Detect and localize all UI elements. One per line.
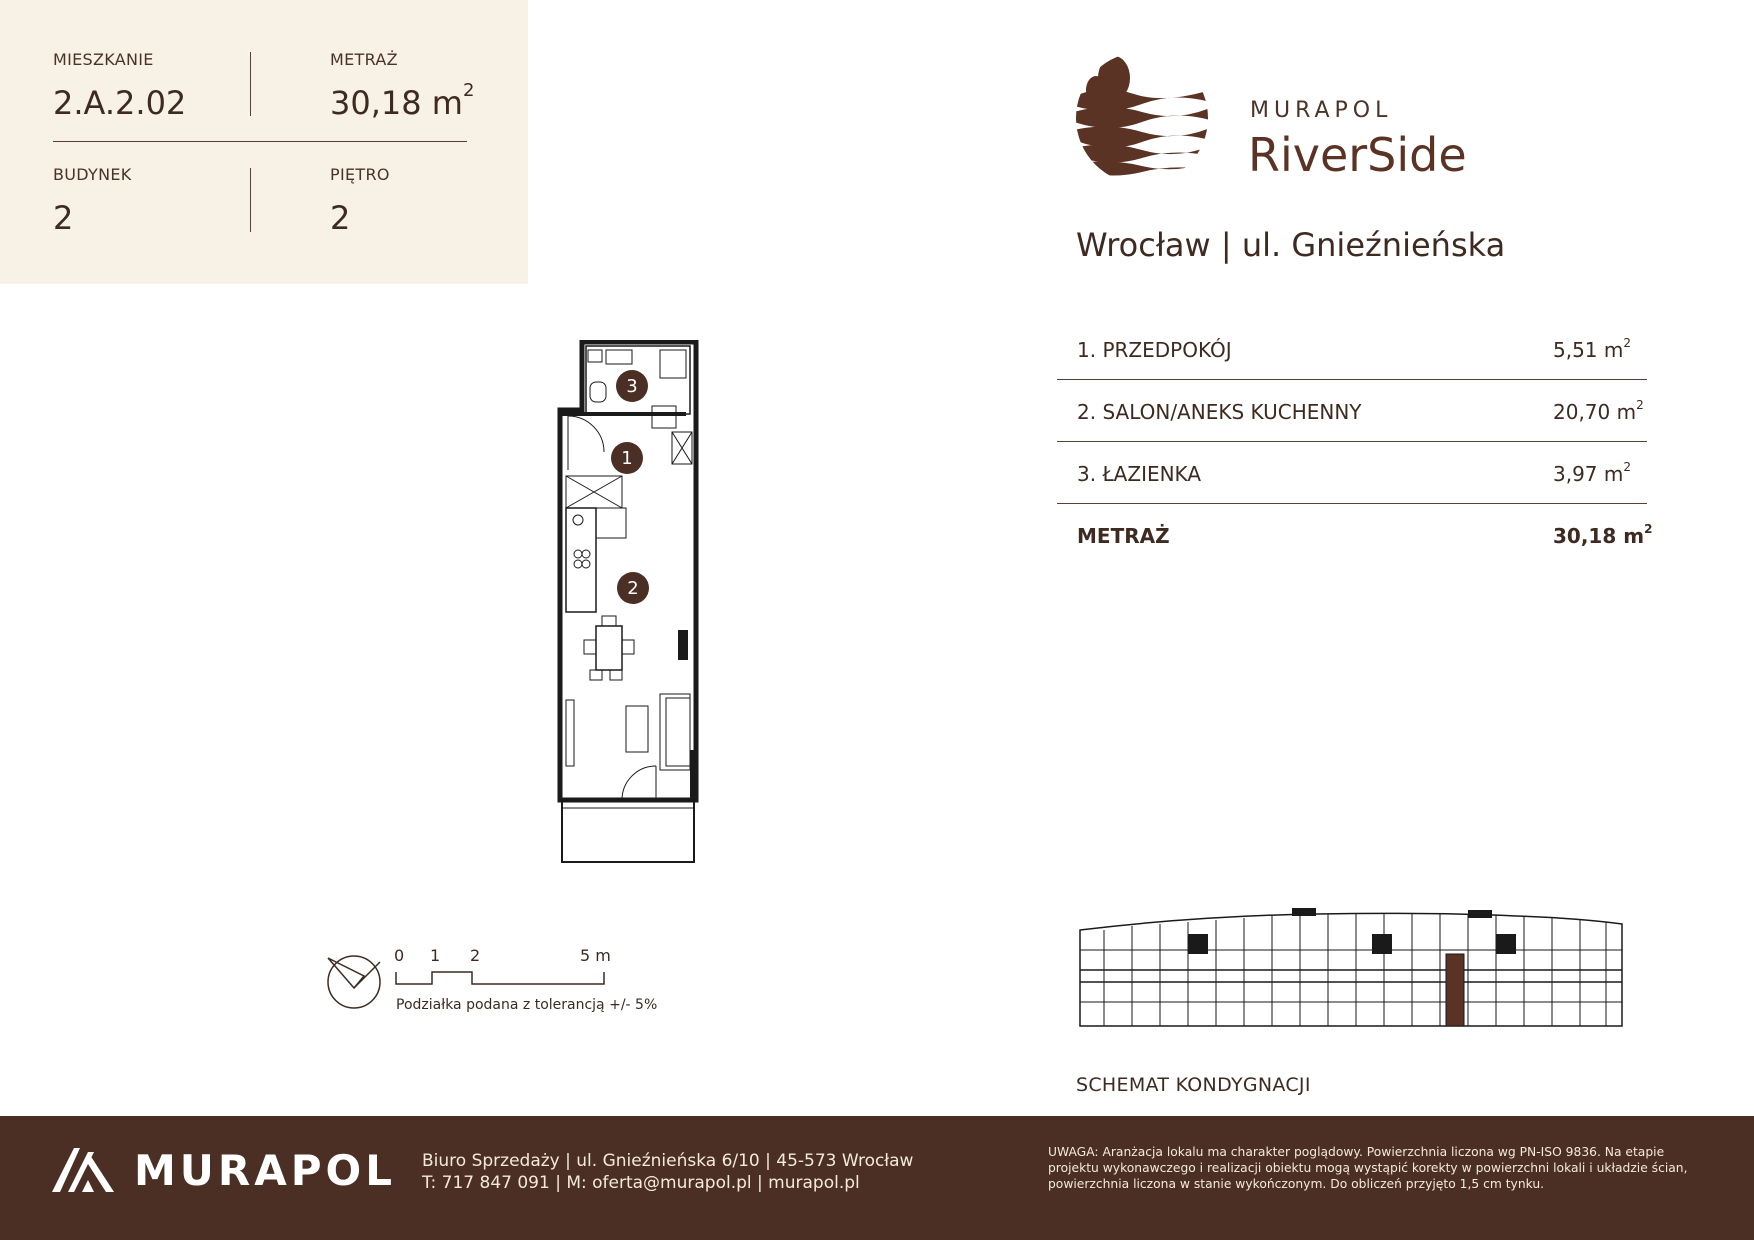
scale-tick-2: 2 (470, 946, 481, 965)
floor-schematic (1076, 890, 1626, 1030)
room-area: 3,97 $m^2$ (1553, 460, 1632, 486)
floor-label: PIĘTRO (330, 165, 390, 184)
footer-contact-line: T: 717 847 091 | M: oferta@murapol.pl | murapol.pl (422, 1173, 860, 1193)
room-row (1057, 318, 1647, 380)
room-row (1057, 380, 1647, 442)
area-value: 30,18 $m^2$ (330, 80, 475, 122)
info-divider-vertical (250, 52, 251, 116)
apartment-value: 2.A.2.02 (53, 84, 187, 122)
apartment-label: MIESZKANIE (53, 50, 154, 69)
plan-marker-3: 3 (626, 376, 638, 397)
room-area: 20,70 $m^2$ (1553, 398, 1644, 424)
total-area: 30,18 $m^2$ (1553, 522, 1653, 548)
room-name: 1. PRZEDPOKÓJ (1077, 338, 1232, 362)
room-name: 3. ŁAZIENKA (1077, 462, 1202, 486)
plan-marker-1: 1 (621, 448, 633, 469)
info-divider-horizontal (53, 141, 467, 142)
floor-value: 2 (330, 199, 351, 237)
scale-note: Podziałka podana z tolerancją +/- 5% (396, 997, 658, 1013)
scale-bar (318, 940, 658, 1020)
room-name: 2. SALON/ANEKS KUCHENNY (1077, 400, 1362, 424)
location-text: Wrocław | ul. Gnieźnieńska (1076, 226, 1506, 264)
scale-tick-0: 0 (394, 946, 405, 965)
room-area: 5,51 $m^2$ (1553, 336, 1632, 362)
brand-name-top: MURAPOL (1250, 98, 1393, 123)
info-divider-vertical-2 (250, 168, 251, 232)
rooms-total-row (1057, 504, 1653, 566)
building-label: BUDYNEK (53, 165, 132, 184)
schematic-label: SCHEMAT KONDYGNACJI (1076, 1074, 1311, 1096)
north-arrow-icon (324, 948, 390, 1014)
scale-ruler (394, 970, 614, 986)
total-label: METRAŻ (1077, 524, 1170, 548)
footer-brand: MURAPOL (134, 1146, 396, 1195)
footer-address-line: Biuro Sprzedaży | ul. Gnieźnieńska 6/10 | 45-573 Wrocław (422, 1151, 914, 1171)
rooms-table (1057, 318, 1653, 566)
room-row (1057, 442, 1647, 504)
building-value: 2 (53, 199, 74, 237)
floor-plan (556, 340, 702, 872)
footer-disclaimer: UWAGA: Aranżacja lokalu ma charakter poglądowy. Powierzchnia liczona wg PN-ISO 9836. Na etapie projektu wykonawczego i realizacji obiektu mogą wystąpić korekty w powierzchni lokali i układzie ścian, powierzchnia liczona w stanie wykończonym. Do obliczeń przyjęto 1,5 cm tynku. (1048, 1145, 1688, 1191)
scale-tick-1: 1 (430, 946, 441, 965)
apartment-info-card (0, 0, 528, 284)
footer-address (422, 1150, 913, 1194)
scale-tick-5m: 5 m (580, 946, 611, 965)
brand-name-main: RiverSide (1248, 128, 1467, 182)
plan-marker-2: 2 (627, 578, 639, 599)
murapol-logo-icon (52, 1146, 116, 1194)
area-label: METRAŻ (330, 50, 398, 69)
riverside-logo-icon (1074, 50, 1210, 186)
footer (0, 1116, 1754, 1240)
